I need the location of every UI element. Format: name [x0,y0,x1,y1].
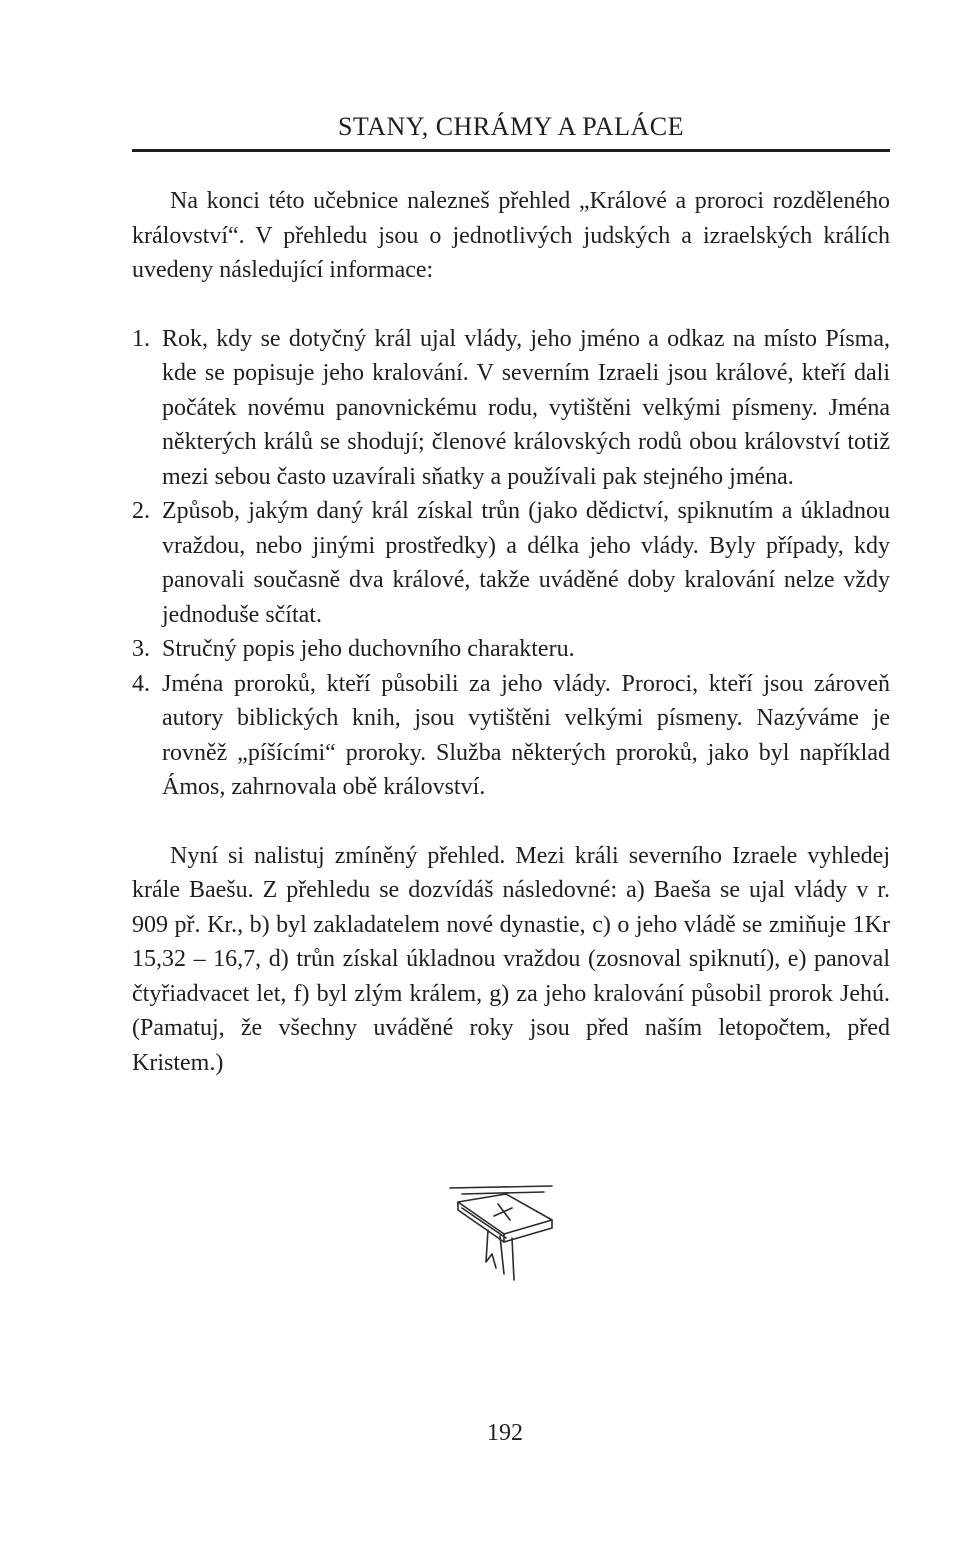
bible-book-icon [448,1180,560,1284]
list-item-number: 4. [132,670,150,697]
list-item-text: Způsob, jakým daný král získal trůn (jako dědictví, spiknutím a úkladnou vraždou, nebo jinými prostředky) a délka jeho vlády. Byly případy, kdy panovali současně dva králové, takže uváděné doby kralování nelze vždy jednoduše sčítat. [162,498,890,628]
list-item-text: Jména proroků, kteří působili za jeho vlády. Proroci, kteří jsou zároveň autory biblických knih, jsou vytištěni velkými písmeny. Nazýváme je rovněž „píšícími“ proroky. Služba některých proroků, jako byl například Ámos, zahrnovala obě království. [162,670,890,800]
list-item [132,667,890,805]
intro-paragraph: Na konci této učebnice nalezneš přehled „Králové a proroci rozděleného království“. V přehledu jsou o jednotlivých judských a izraelských králích uvedeny následující informace: [132,188,890,283]
info-list [132,322,890,805]
list-item-text: Rok, kdy se dotyčný král ujal vlády, jeho jméno a odkaz na místo Písma, kde se popisuje jeho kralování. V severním Izraeli jsou králové, kteří dali počátek novému panovnickému rodu, vytištěni velkými písmeny. Jména některých králů se shodují; členové královských rodů obou království totiž mezi sebou často uzavírali sňatky a používali pak stejného jména. [162,325,890,490]
list-item [132,322,890,495]
list-item [132,632,890,667]
main-text [132,184,890,1080]
list-item [132,494,890,632]
header-rule [132,149,890,152]
list-item-text: Stručný popis jeho duchovního charakteru. [162,636,575,662]
list-item-number: 1. [132,325,150,352]
closing-paragraph: Nyní si nalistuj zmíněný přehled. Mezi králi severního Izraele vyhledej krále Baešu. Z přehledu se dozvídáš následovné: a) Baeša se ujal vlády v r. 909 př. Kr., b) byl zakladatelem nové dynastie, c) o jeho vládě se zmiňuje 1Kr 15,32 – 16,7, d) trůn získal úkladnou vraždou (zosnoval spiknutí), e) panoval čtyřiadvacet let, f) byl zlým králem, g) za jeho kralování působil prorok Jehú. (Pamatuj, že všechny uváděné roky jsou před naším letopočtem, před Kristem.) [132,842,890,1076]
list-item-number: 2. [132,498,150,524]
list-item-number: 3. [132,636,150,662]
running-title: STANY, CHRÁMY A PALÁCE [337,112,685,141]
page-number: 192 [487,1420,523,1446]
